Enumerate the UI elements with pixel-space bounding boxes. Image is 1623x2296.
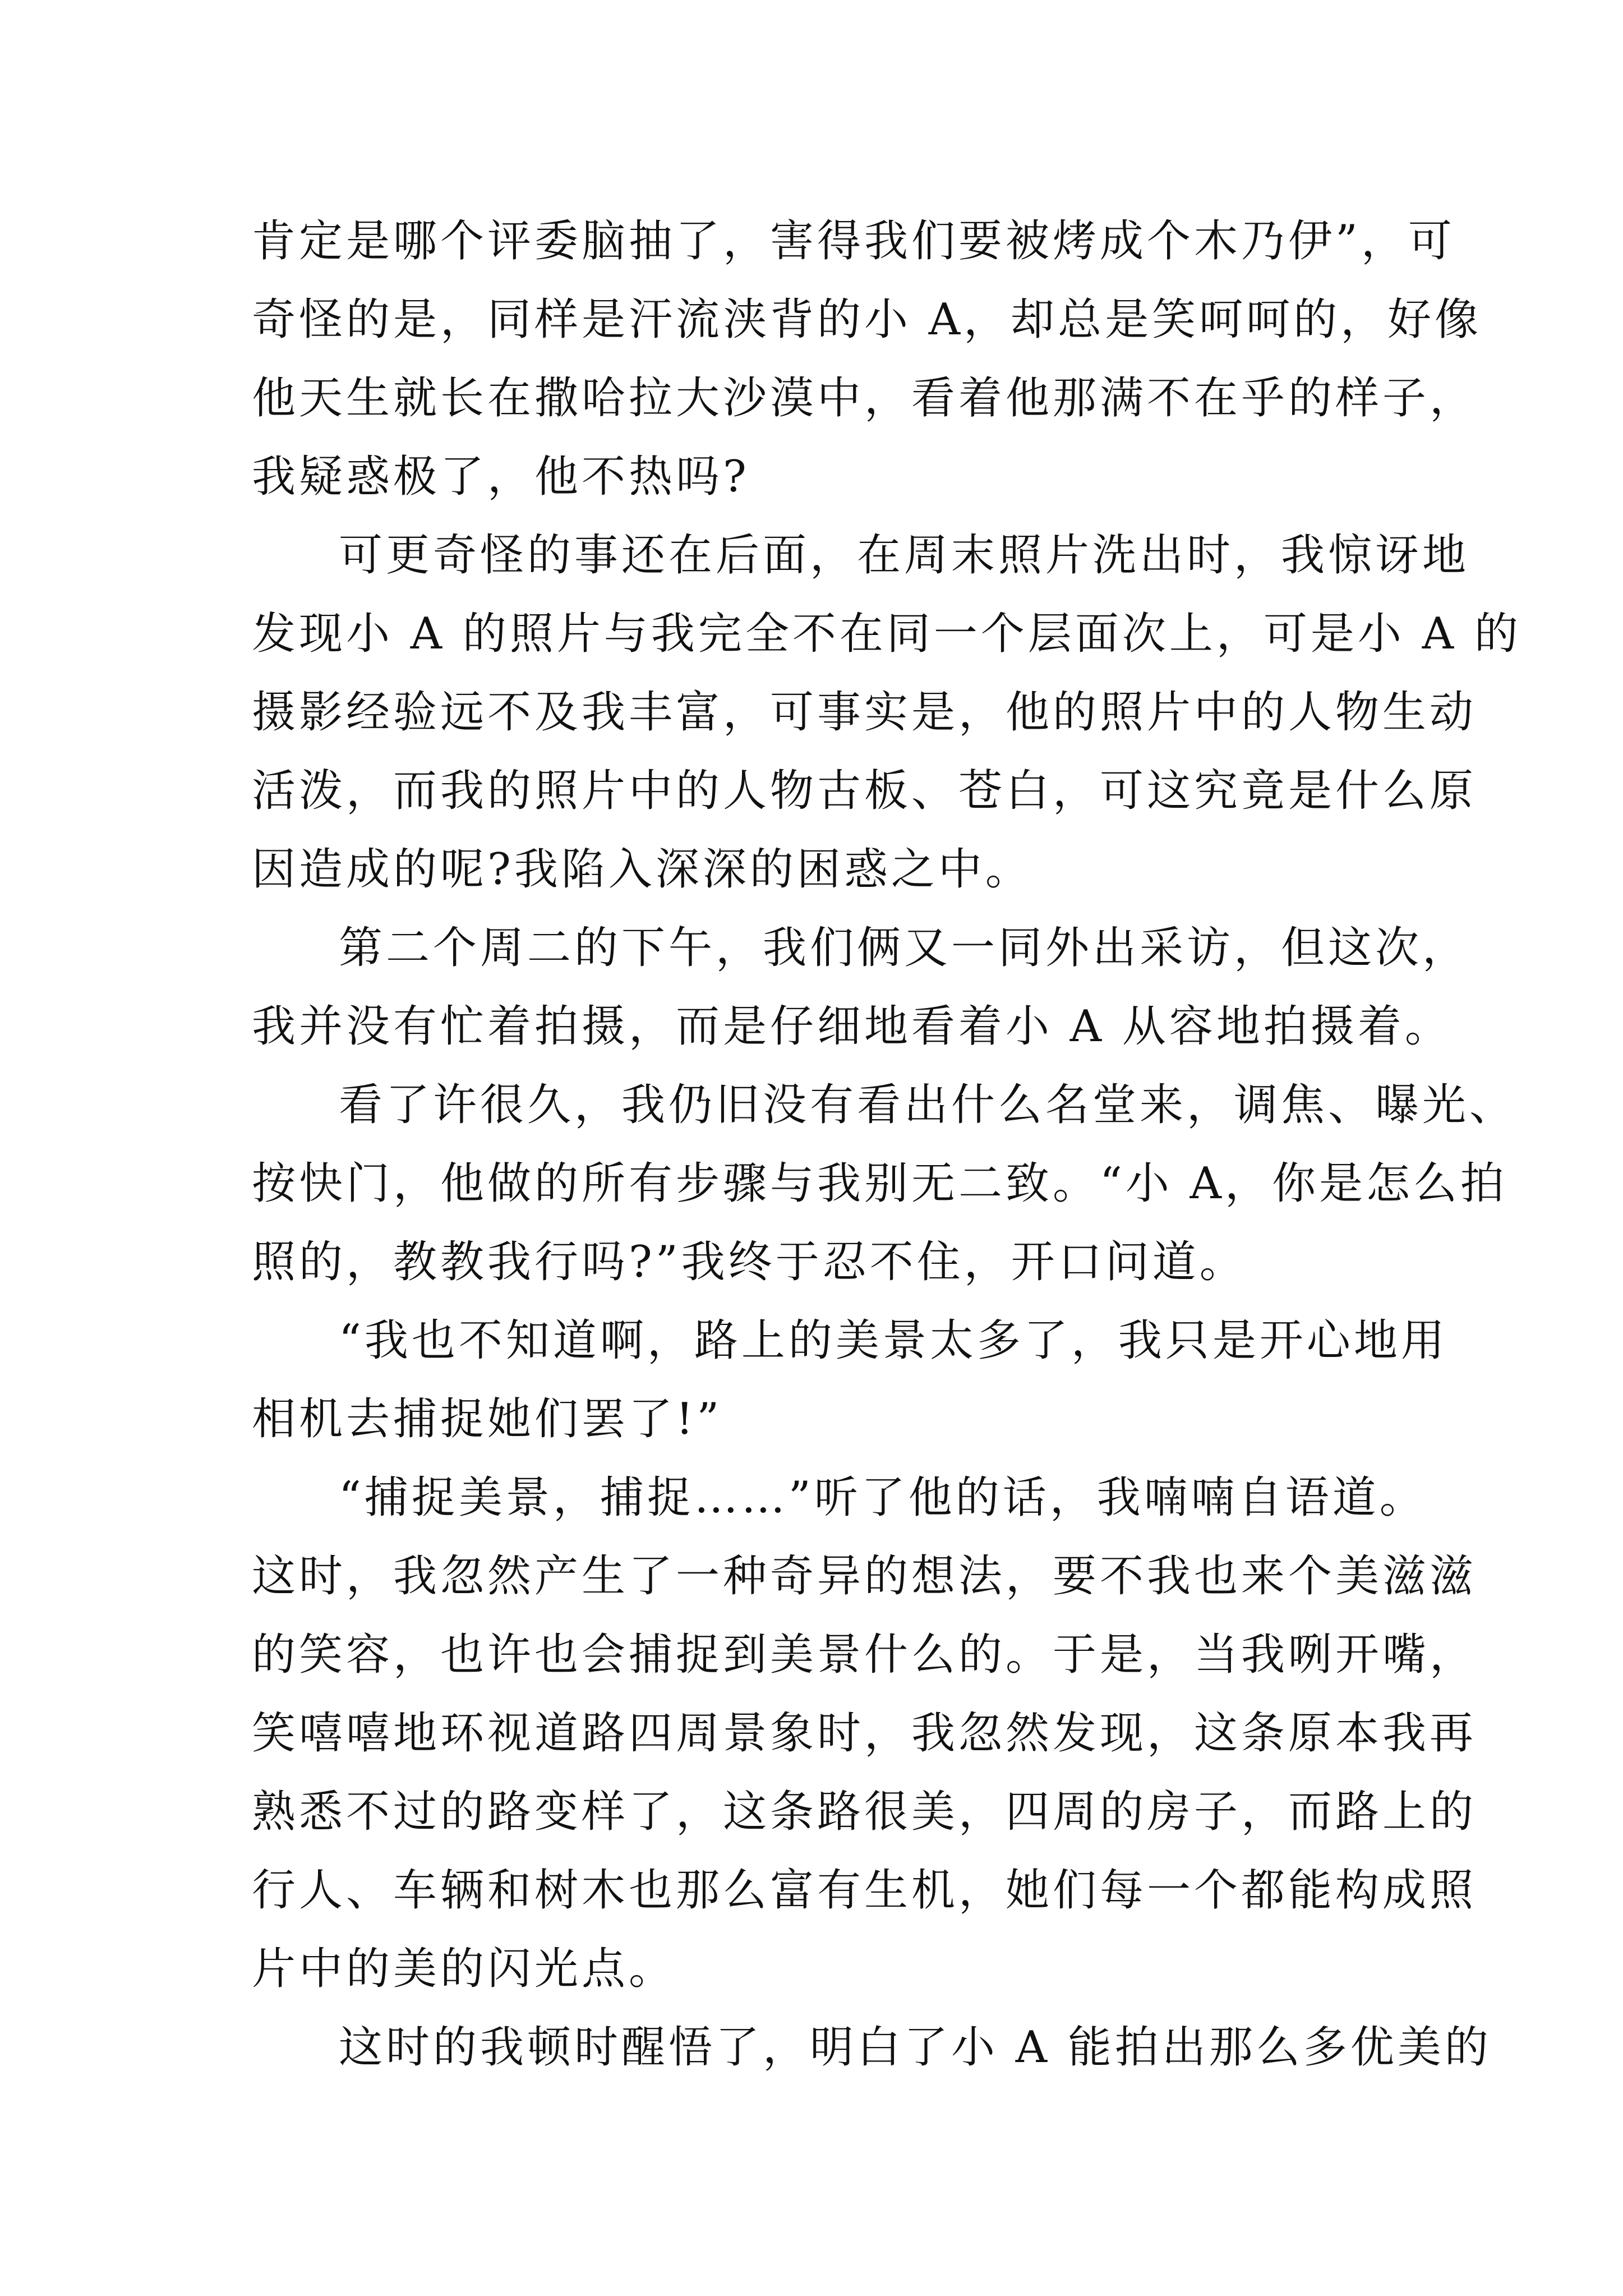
text-line: 奇怪的是，同样是汗流浃背的小 A，却总是笑呵呵的，好像 [252,295,1482,345]
text-line: 他天生就长在撒哈拉大沙漠中，看着他那满不在乎的样子， [252,373,1477,424]
text-line: “我也不知道啊，路上的美景太多了，我只是开心地用 [339,1315,1448,1366]
text-line: 笑嘻嘻地环视道路四周景象时，我忽然发现，这条原本我再 [252,1708,1477,1759]
text-line: 第二个周二的下午，我们俩又一同外出采访，但这次， [339,923,1470,973]
text-line: “捕捉美景，捕捉……”听了他的话，我喃喃自语道。 [339,1473,1427,1523]
text-line: 肯定是哪个评委脑抽了，害得我们要被烤成个木乃伊”，可 [252,216,1455,266]
text-line: 因造成的呢?我陷入深深的困惑之中。 [252,844,1032,895]
text-line: 按快门，他做的所有步骤与我别无二致。“小 A，你是怎么拍 [252,1158,1508,1209]
text-line: 摄影经验远不及我丰富，可事实是，他的照片中的人物生动 [252,687,1477,738]
text-line: 照的，教教我行吗?”我终于忍不住，开口问道。 [252,1237,1247,1287]
text-line: 发现小 A 的照片与我完全不在同一个层面次上，可是小 A 的 [252,609,1521,659]
text-line: 我并没有忙着拍摄，而是仔细地看着小 A 从容地拍摄着。 [252,1001,1452,1052]
text-line: 熟悉不过的路变样了，这条路很美，四周的房子，而路上的 [252,1787,1477,1837]
text-line: 活泼，而我的照片中的人物古板、苍白，可这究竟是什么原 [252,766,1477,816]
text-line: 的笑容，也许也会捕捉到美景什么的。于是，当我咧开嘴， [252,1630,1477,1680]
text-line: 相机去捕捉她们罢了!” [252,1394,723,1444]
text-line: 这时的我顿时醒悟了，明白了小 A 能拍出那么多优美的 [339,2022,1492,2073]
text-line: 这时，我忽然产生了一种奇异的想法，要不我也来个美滋滋 [252,1551,1477,1602]
text-line: 行人、车辆和树木也那么富有生机，她们每一个都能构成照 [252,1865,1477,1916]
text-line: 我疑惑极了，他不热吗? [252,452,750,502]
text-line: 可更奇怪的事还在后面，在周末照片洗出时，我惊讶地 [339,530,1470,581]
text-line: 片中的美的闪光点。 [252,1944,676,1994]
text-line: 看了许很久，我仍旧没有看出什么名堂来，调焦、曝光、 [339,1080,1517,1130]
